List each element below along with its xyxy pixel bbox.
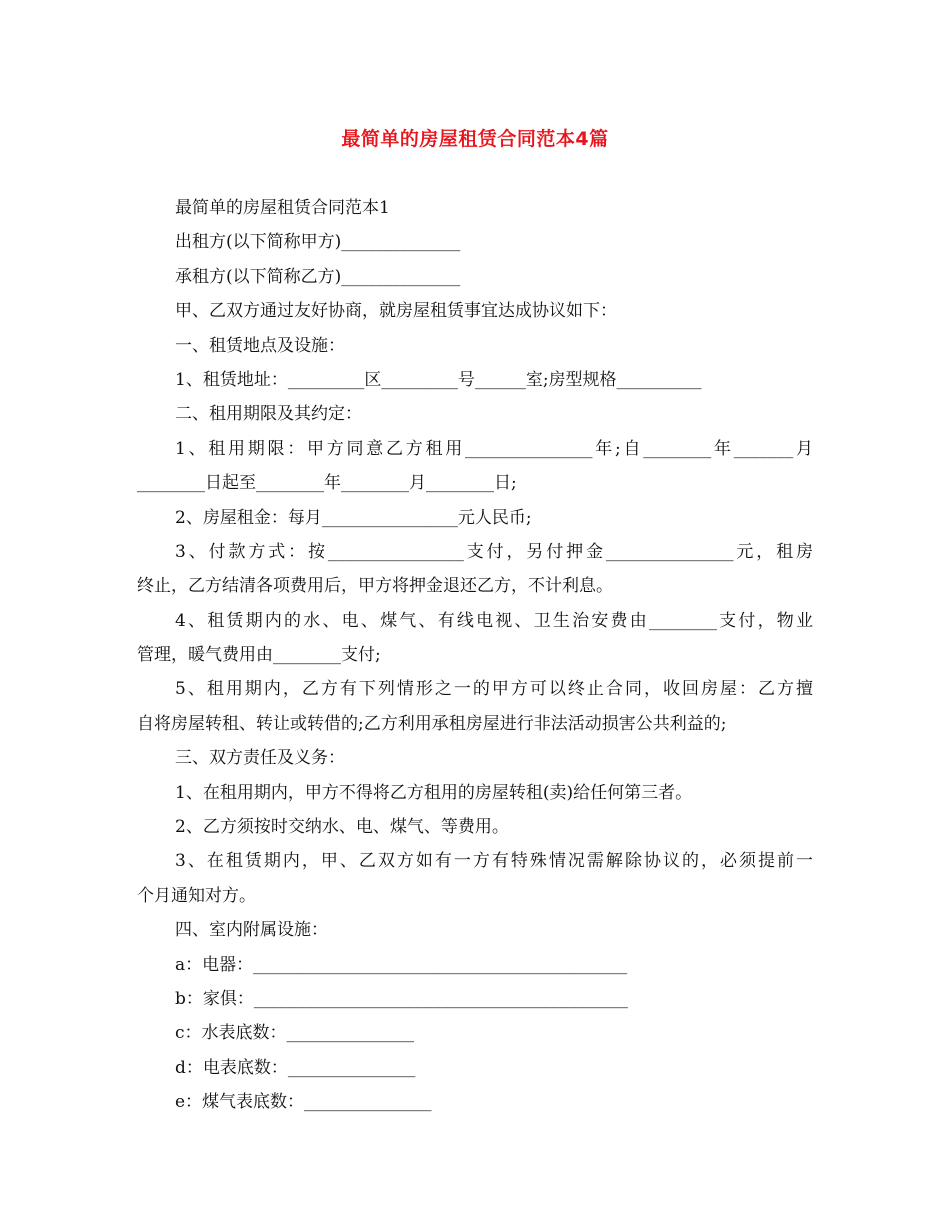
paragraph-line: 5、租用期内，乙方有下列情形之一的甲方可以终止合同，收回房屋：乙方擅 [175,679,813,700]
form-field-line: d：电表底数：_______________ [175,1057,416,1078]
paragraph-line: 个月通知对方。 [137,885,256,906]
paragraph-line: 1、租用期限：甲方同意乙方租用_______________年;自________年_______月 [175,438,813,459]
paragraph-line: ________日起至________年________月________日; [137,473,517,494]
paragraph-line: 管理，暖气费用由________支付; [137,645,381,666]
paragraph-line: 3、在租赁期内，甲、乙双方如有一方有特殊情况需解除协议的，必须提前一 [175,851,813,872]
form-field-line: e：煤气表底数：_______________ [175,1092,432,1113]
paragraph-line: 承租方(以下简称乙方)______________ [175,266,461,287]
paragraph-line: 4、租赁期内的水、电、煤气、有线电视、卫生治安费由________支付，物业 [175,610,813,631]
paragraph-line: 1、租赁地址：_________区_________号______室;房型规格__________ [175,369,702,390]
document-body [137,191,813,1120]
form-field-line: a：电器：____________________________________________ [175,954,628,975]
paragraph-line: 甲、乙双方通过友好协商，就房屋租赁事宜达成协议如下： [175,301,617,322]
paragraph-line: 2、乙方须按时交纳水、电、煤气、等费用。 [175,817,509,838]
paragraph-line: 自将房屋转租、转让或转借的;乙方利用承租房屋进行非法活动损害公共利益的; [137,713,727,734]
form-field-line: c：水表底数：_______________ [175,1023,415,1044]
form-field-line: b：家俱：____________________________________________ [175,988,628,1009]
paragraph-line: 出租方(以下简称甲方)______________ [175,232,461,253]
paragraph-line: 1、在租用期内，甲方不得将乙方租用的房屋转租(卖)给任何第三者。 [175,782,693,803]
paragraph-line: 3、付款方式：按________________支付，另付押金_______________元，租房 [175,541,813,562]
section-heading: 最简单的房屋租赁合同范本1 [175,198,390,218]
document-title: 最简单的房屋租赁合同范本4篇 [341,128,609,150]
clause-heading: 三、双方责任及义务： [175,748,345,769]
clause-heading: 四、室内附属设施： [175,920,328,941]
clause-heading: 一、租赁地点及设施： [175,335,345,356]
clause-heading: 二、租用期限及其约定： [175,404,362,425]
paragraph-line: 2、房屋租金：每月________________元人民币; [175,507,532,528]
paragraph-line: 终止，乙方结清各项费用后，甲方将押金退还乙方，不计利息。 [137,576,613,597]
